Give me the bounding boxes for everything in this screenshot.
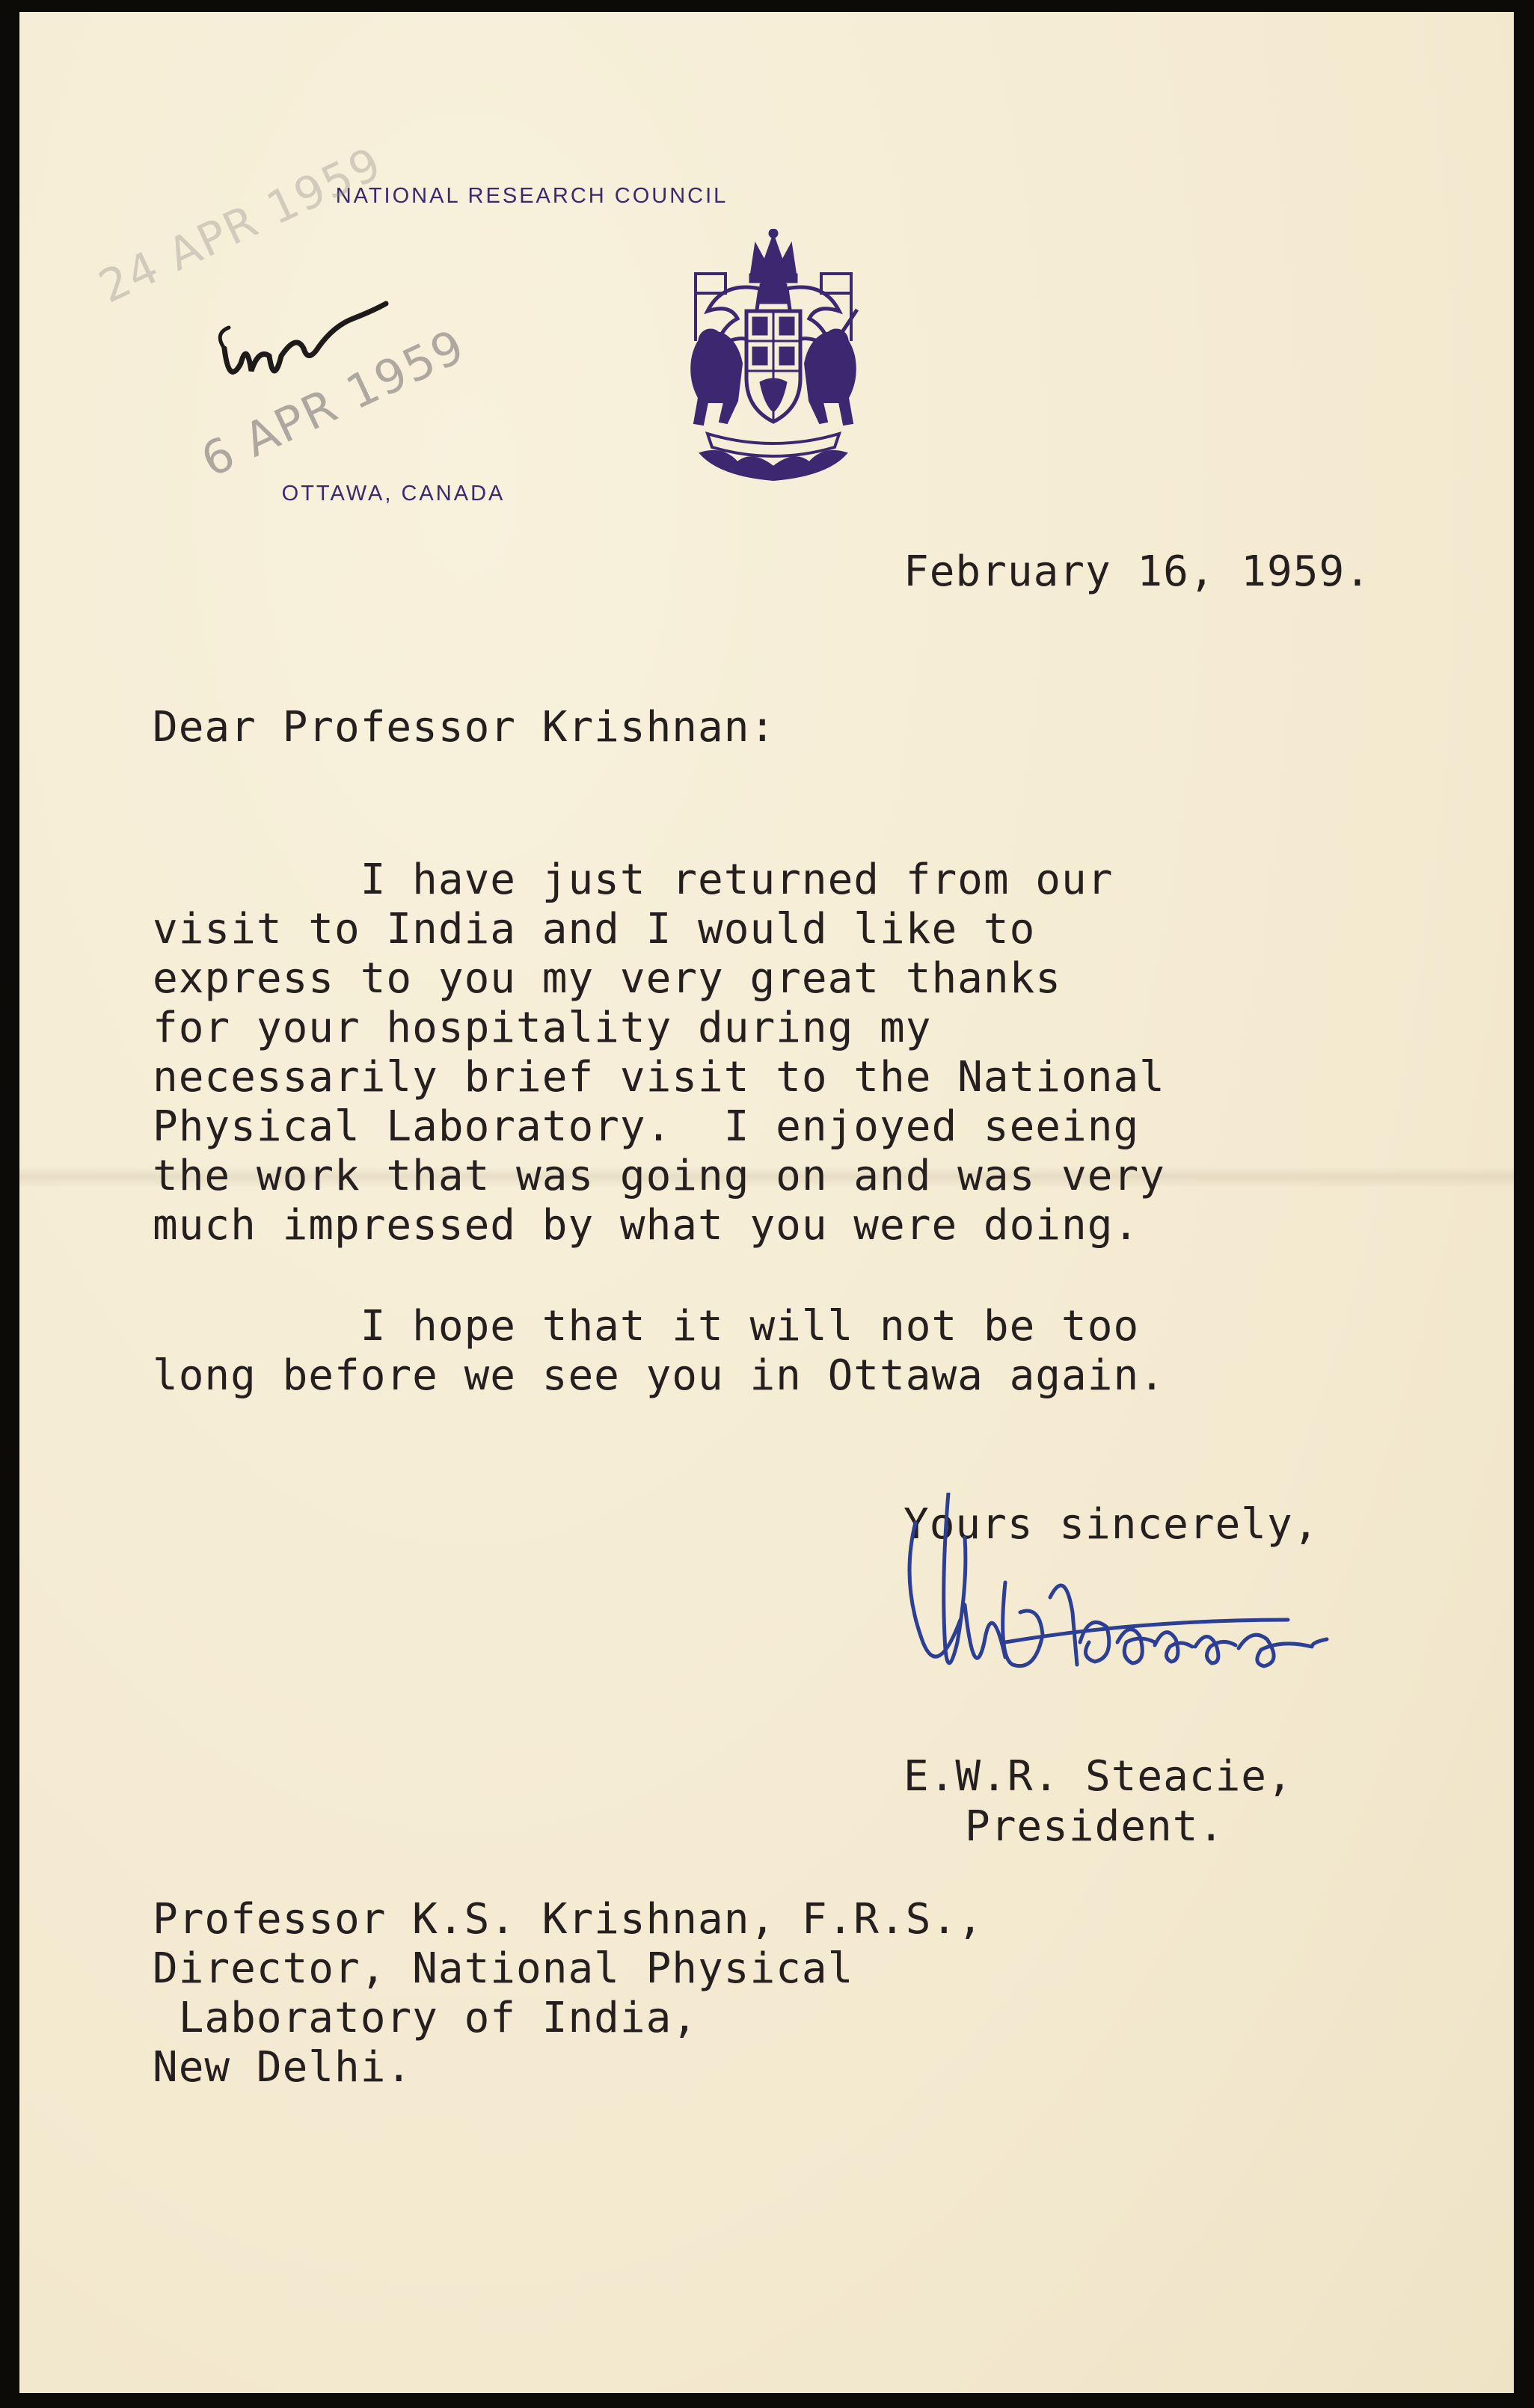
salutation: Dear Professor Krishnan: [153, 703, 776, 752]
recipient-address: Professor K.S. Krishnan, F.R.S., Director, National Physical Laboratory of India, New Delhi. [153, 1895, 984, 2092]
received-stamp-faint: 24 APR 1959 [91, 137, 390, 314]
received-stamp-date: 6 APR 1959 [193, 318, 473, 488]
letterhead-organization: NATIONAL RESEARCH COUNCIL [335, 184, 728, 208]
handwritten-initials [206, 259, 416, 408]
closing: Yours sincerely, [903, 1500, 1319, 1549]
handwritten-signature [893, 1493, 1432, 1739]
letter-sheet [19, 12, 1514, 2393]
body-paragraph-1: I have just returned from our visit to India and I would like to express to you my very great thanks for your hospitality during my necessarily brief visit to the National Physical Laboratory. I enjoyed seeing the work that was going on and was very much impressed by what you were doing. [153, 856, 1165, 1250]
signatory-name: E.W.R. Steacie, [903, 1752, 1293, 1801]
signatory-title: President. [965, 1802, 1225, 1851]
body-paragraph-2: I hope that it will not be too long before we see you in Ottawa again. [153, 1302, 1165, 1400]
coat-of-arms-icon [678, 229, 869, 483]
letterhead-location: OTTAWA, CANADA [281, 482, 506, 506]
letter-date: February 16, 1959. [903, 547, 1371, 596]
